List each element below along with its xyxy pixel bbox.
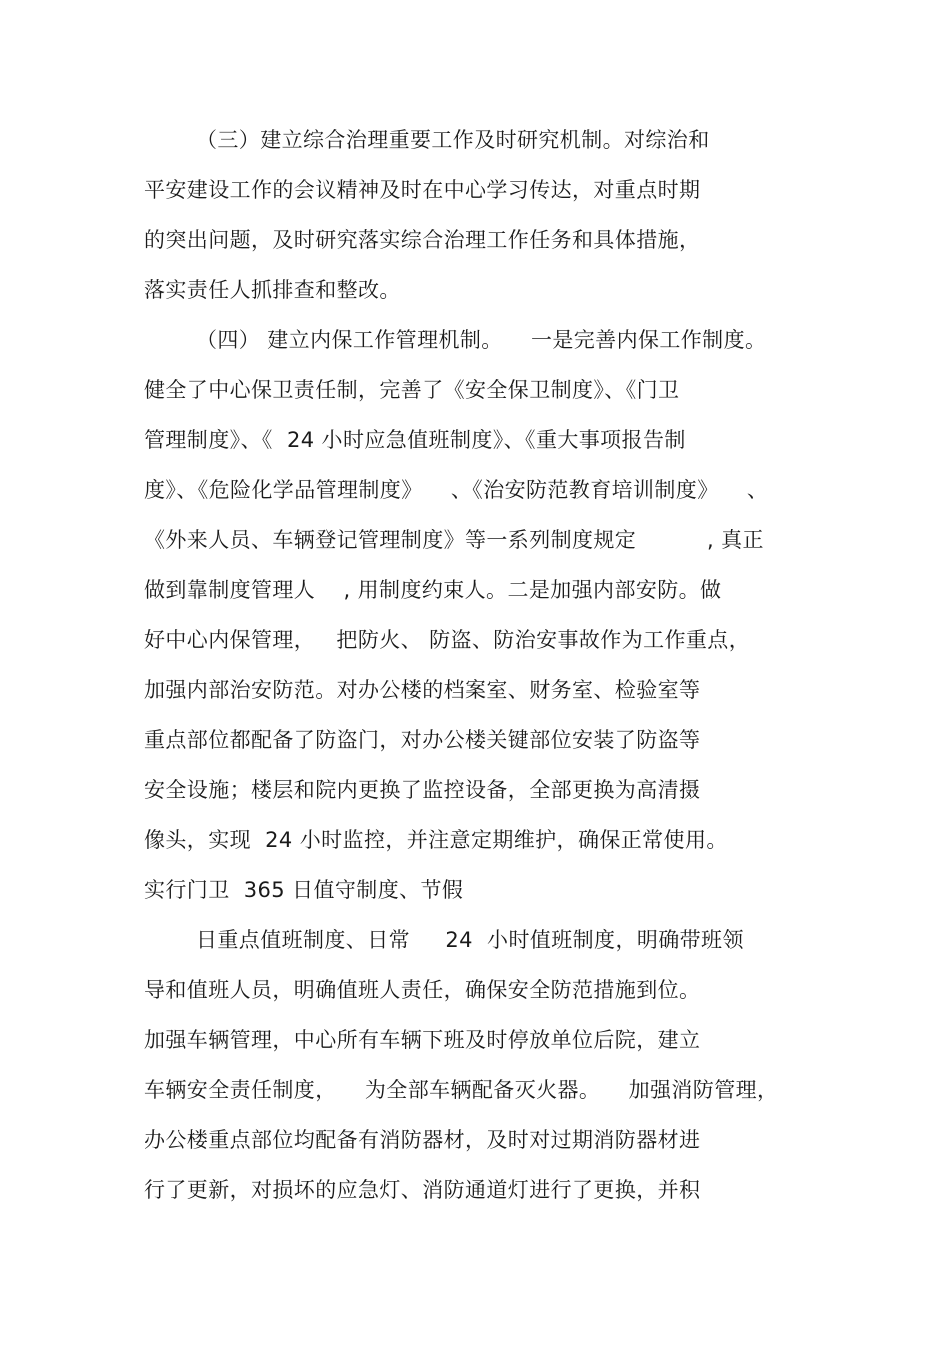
paragraph-3-line-4: 落实责任人抓排查和整改。	[144, 278, 401, 302]
paragraph-4-line-9: 重点部位都配备了防盗门，对办公楼关键部位安装了防盗等	[144, 728, 701, 752]
paragraph-3-line-2: 平安建设工作的会议精神及时在中心学习传达，对重点时期	[144, 178, 701, 202]
paragraph-4-line-1: （四） 建立内保工作管理机制。 一是完善内保工作制度。	[196, 328, 767, 352]
paragraph-4-line-3: 管理制度》、《 24 小时应急值班制度》、《重大事项报告制	[144, 428, 686, 452]
paragraph-4-line-4: 度》、《危险化学品管理制度》 、《治安防范教育培训制度》 、	[144, 478, 769, 502]
paragraph-4-line-10: 安全设施；楼层和院内更换了监控设备，全部更换为高清摄	[144, 778, 701, 802]
paragraph-5-line-1: 日重点值班制度、日常 24 小时值班制度，明确带班领	[196, 928, 744, 952]
paragraph-5-line-5: 办公楼重点部位均配备有消防器材，及时对过期消防器材进	[144, 1128, 701, 1152]
paragraph-3-line-3: 的突出问题，及时研究落实综合治理工作任务和具体措施，	[144, 228, 701, 252]
paragraph-4-line-8: 加强内部治安防范。对办公楼的档案室、财务室、检验室等	[144, 678, 701, 702]
paragraph-5-line-2: 导和值班人员，明确值班人责任，确保安全防范措施到位。	[144, 978, 701, 1002]
paragraph-4-line-6: 做到靠制度管理人 , 用制度约束人。二是加强内部安防。做	[144, 578, 722, 602]
paragraph-5-line-3: 加强车辆管理，中心所有车辆下班及时停放单位后院，建立	[144, 1028, 701, 1052]
paragraph-4-line-11: 像头，实现 24 小时监控，并注意定期维护，确保正常使用。	[144, 828, 728, 852]
paragraph-5-line-4: 车辆安全责任制度， 为全部车辆配备灭火器。 加强消防管理，	[144, 1078, 779, 1102]
paragraph-4-line-5: 《外来人员、车辆登记管理制度》等一系列制度规定 , 真正	[144, 528, 764, 552]
paragraph-3-line-1: （三）建立综合治理重要工作及时研究机制。对综治和	[196, 128, 710, 152]
paragraph-4-line-7: 好中心内保管理， 把防火、 防盗、防治安事故作为工作重点，	[144, 628, 751, 652]
paragraph-4-line-2: 健全了中心保卫责任制，完善了《安全保卫制度》、《门卫	[144, 378, 680, 402]
paragraph-4-line-12: 实行门卫 365 日值守制度、节假	[144, 878, 464, 902]
paragraph-5-line-6: 行了更新，对损坏的应急灯、消防通道灯进行了更换，并积	[144, 1178, 701, 1202]
